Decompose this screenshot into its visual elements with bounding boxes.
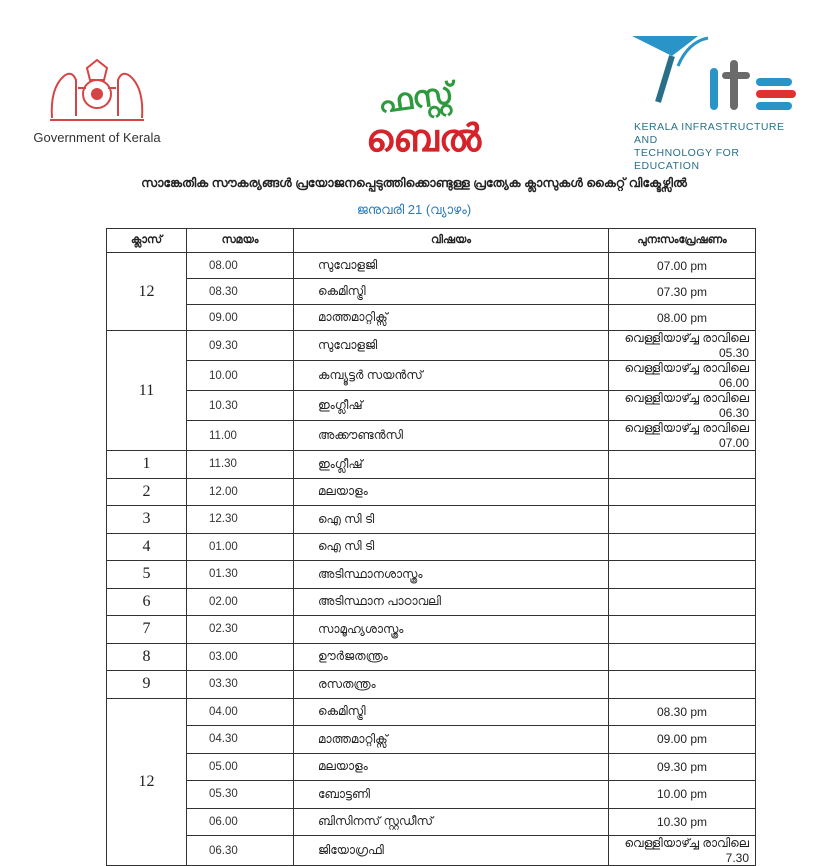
subject-cell: ഇംഗ്ലീഷ്: [294, 451, 609, 479]
first-bell-logo: [362, 76, 482, 170]
schedule-date: ജനുവരി 21 (വ്യാഴം): [356, 202, 472, 217]
time-cell: 01.30: [187, 561, 294, 589]
table-row: [107, 726, 756, 754]
schedule-table: [106, 228, 756, 866]
table-row: [107, 391, 756, 421]
table-row: [107, 305, 756, 331]
time-cell: 09.30: [187, 331, 294, 361]
table-row: [107, 698, 756, 726]
table-row: [107, 808, 756, 836]
subject-cell: സുവോളജി: [294, 331, 609, 361]
subject-cell: സുവോളജി: [294, 253, 609, 279]
rerun-cell: 08.30 pm: [609, 698, 756, 726]
rerun-cell: വെള്ളിയാഴ്ച്ച രാവിലെ 06.00: [609, 361, 756, 391]
class-cell: 4: [107, 533, 187, 561]
class-cell: 12: [107, 253, 187, 331]
rerun-cell: 10.00 pm: [609, 781, 756, 809]
time-cell: 05.30: [187, 781, 294, 809]
header-rerun: പുനഃസംപ്രേഷണം: [609, 229, 756, 253]
subject-cell: രസതന്ത്രം: [294, 671, 609, 699]
subject-cell: അക്കൗണ്ടൻസി: [294, 421, 609, 451]
table-row: [107, 331, 756, 361]
class-cell: 7: [107, 616, 187, 644]
header-subject: വിഷയം: [294, 229, 609, 253]
time-cell: 01.00: [187, 533, 294, 561]
rerun-cell: 08.00 pm: [609, 305, 756, 331]
time-cell: 10.30: [187, 391, 294, 421]
time-cell: 02.00: [187, 588, 294, 616]
rerun-cell: [609, 506, 756, 534]
time-cell: 06.30: [187, 836, 294, 866]
table-row: [107, 279, 756, 305]
header-class: ക്ലാസ്: [107, 229, 187, 253]
first-bell-logo-bottom: ബെൽ: [366, 118, 482, 160]
rerun-cell: 10.30 pm: [609, 808, 756, 836]
table-row: [107, 836, 756, 866]
class-cell: 3: [107, 506, 187, 534]
table-row: [107, 561, 756, 589]
rerun-cell: [609, 451, 756, 479]
time-cell: 09.00: [187, 305, 294, 331]
rerun-cell: വെള്ളിയാഴ്ച്ച രാവിലെ 7.30: [609, 836, 756, 866]
subject-cell: മാത്തമാറ്റിക്സ്: [294, 726, 609, 754]
rerun-cell: വെള്ളിയാഴ്ച്ച രാവിലെ 07.00: [609, 421, 756, 451]
schedule-body: [107, 253, 756, 866]
subject-cell: ഐ സി ടി: [294, 506, 609, 534]
subject-cell: ഊർജതന്ത്രം: [294, 643, 609, 671]
subject-cell: അടിസ്ഥാനശാസ്ത്രം: [294, 561, 609, 589]
kite-name-line-2: TECHNOLOGY FOR EDUCATION: [634, 147, 740, 172]
class-cell: 2: [107, 478, 187, 506]
page-title: സാങ്കേതിക സൗകര്യങ്ങൾ പ്രയോജനപ്പെടുത്തിക്കൊണ്ടുള്ള പ്രത്യേക ക്ലാസുകൾ കൈറ്റ് വിക്ടേഴ്സിൽ: [141, 176, 687, 190]
government-of-kerala-logo: [22, 58, 172, 145]
first-bell-logo-top: ഫസ്റ്റ്: [376, 76, 456, 121]
time-cell: 10.00: [187, 361, 294, 391]
subject-cell: കമ്പ്യൂട്ടർ സയൻസ്: [294, 361, 609, 391]
table-row: [107, 451, 756, 479]
table-row: [107, 506, 756, 534]
time-cell: 06.00: [187, 808, 294, 836]
rerun-cell: വെള്ളിയാഴ്ച്ച രാവിലെ 05.30: [609, 331, 756, 361]
kite-name-line-1: KERALA INFRASTRUCTURE AND: [634, 121, 785, 146]
time-cell: 02.30: [187, 616, 294, 644]
subject-cell: ജിയോഗ്രഫി: [294, 836, 609, 866]
table-row: [107, 643, 756, 671]
time-cell: 08.30: [187, 279, 294, 305]
rerun-cell: [609, 561, 756, 589]
table-row: [107, 253, 756, 279]
kite-logo: [628, 32, 808, 173]
class-cell: 12: [107, 698, 187, 866]
time-cell: 08.00: [187, 253, 294, 279]
time-cell: 04.30: [187, 726, 294, 754]
table-row: [107, 478, 756, 506]
table-row: [107, 671, 756, 699]
table-header-row: [107, 229, 756, 253]
rerun-cell: [609, 478, 756, 506]
rerun-cell: 09.30 pm: [609, 753, 756, 781]
table-row: [107, 421, 756, 451]
class-cell: 11: [107, 331, 187, 451]
header-time: സമയം: [187, 229, 294, 253]
class-cell: 8: [107, 643, 187, 671]
rerun-cell: [609, 533, 756, 561]
table-row: [107, 616, 756, 644]
kite-mark-icon: [628, 32, 798, 112]
subject-cell: ഐ സി ടി: [294, 533, 609, 561]
time-cell: 04.00: [187, 698, 294, 726]
time-cell: 12.00: [187, 478, 294, 506]
government-of-kerala-label: Government of Kerala: [33, 130, 161, 145]
rerun-cell: [609, 616, 756, 644]
time-cell: 03.30: [187, 671, 294, 699]
time-cell: 12.30: [187, 506, 294, 534]
subject-cell: ബോട്ടണി: [294, 781, 609, 809]
rerun-cell: 07.00 pm: [609, 253, 756, 279]
subject-cell: മാത്തമാറ്റിക്സ്: [294, 305, 609, 331]
table-row: [107, 361, 756, 391]
table-row: [107, 588, 756, 616]
kerala-emblem-icon: [42, 58, 152, 126]
subject-cell: കെമിസ്ട്രി: [294, 698, 609, 726]
rerun-cell: വെള്ളിയാഴ്ച്ച രാവിലെ 06.30: [609, 391, 756, 421]
table-row: [107, 781, 756, 809]
table-row: [107, 753, 756, 781]
rerun-cell: 09.00 pm: [609, 726, 756, 754]
subject-cell: അടിസ്ഥാന പാഠാവലി: [294, 588, 609, 616]
class-cell: 6: [107, 588, 187, 616]
class-cell: 5: [107, 561, 187, 589]
time-cell: 03.00: [187, 643, 294, 671]
rerun-cell: [609, 643, 756, 671]
time-cell: 11.30: [187, 451, 294, 479]
class-cell: 9: [107, 671, 187, 699]
time-cell: 11.00: [187, 421, 294, 451]
rerun-cell: [609, 588, 756, 616]
subject-cell: കെമിസ്ട്രി: [294, 279, 609, 305]
subject-cell: മലയാളം: [294, 478, 609, 506]
time-cell: 05.00: [187, 753, 294, 781]
class-cell: 1: [107, 451, 187, 479]
subject-cell: സാമൂഹ്യശാസ്ത്രം: [294, 616, 609, 644]
rerun-cell: [609, 671, 756, 699]
subject-cell: ബിസിനസ് സ്റ്റഡീസ്: [294, 808, 609, 836]
rerun-cell: 07.30 pm: [609, 279, 756, 305]
table-row: [107, 533, 756, 561]
subject-cell: ഇംഗ്ലീഷ്: [294, 391, 609, 421]
subject-cell: മലയാളം: [294, 753, 609, 781]
